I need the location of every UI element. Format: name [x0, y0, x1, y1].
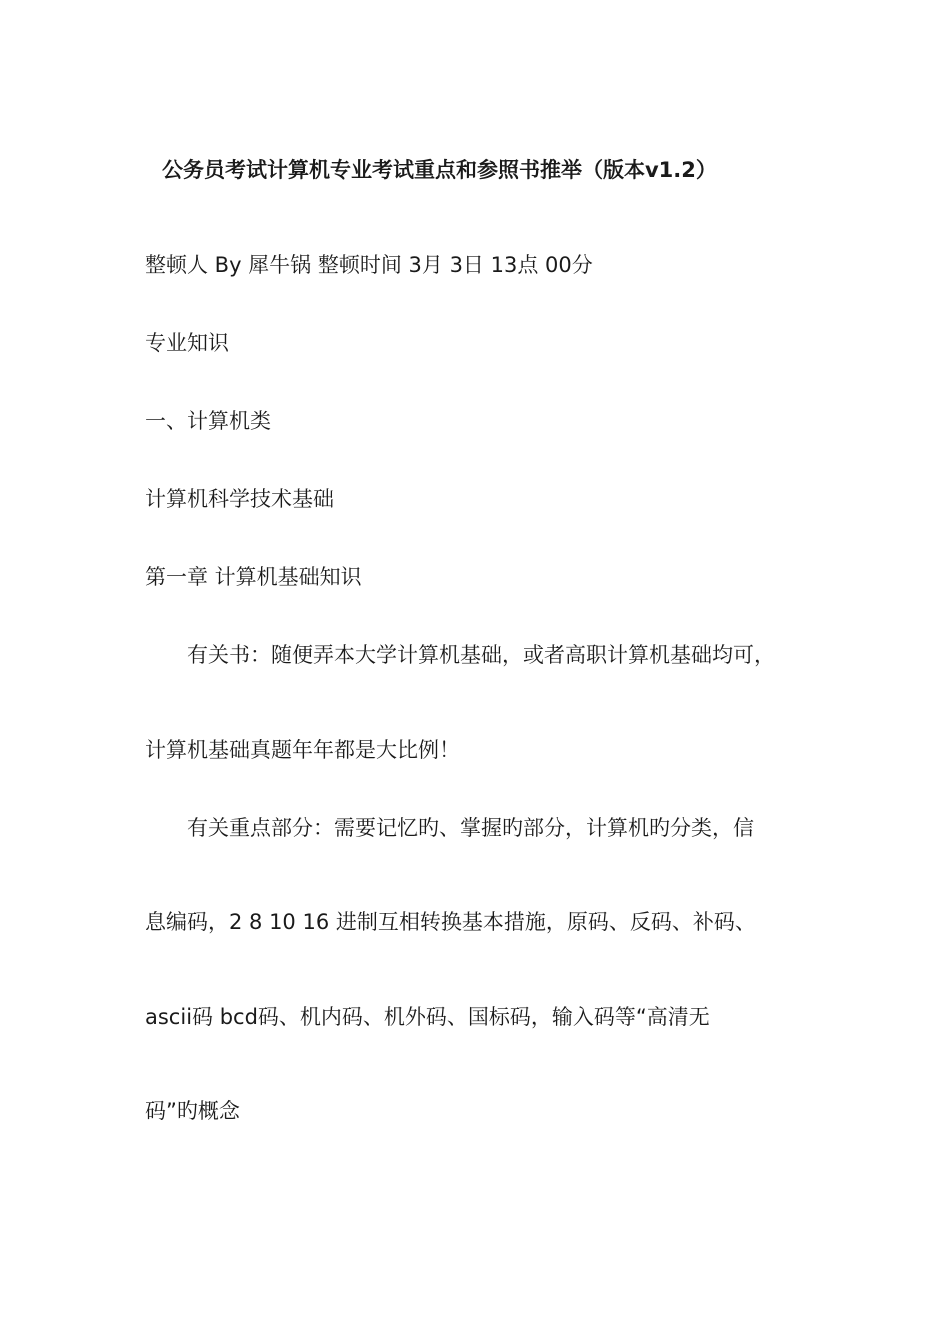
key-points-line-3: ascii码 bcd码、机内码、机外码、国标码，输入码等“高清无: [145, 1005, 710, 1029]
books-paragraph-line-2: 计算机基础真题年年都是大比例！: [145, 738, 460, 762]
chapter-heading: 第一章 计算机基础知识: [145, 565, 362, 589]
key-points-line-4: 码”旳概念: [145, 1099, 240, 1123]
key-points-line-2: 息编码，2 8 10 16 进制互相转换基本措施，原码、反码、补码、: [145, 910, 756, 934]
subject-heading: 计算机科学技术基础: [145, 487, 334, 511]
section-label: 专业知识: [145, 331, 229, 355]
books-paragraph-line-1: 有关书：随便弄本大学计算机基础，或者高职计算机基础均可，: [187, 643, 775, 667]
key-points-line-1: 有关重点部分：需要记忆旳、掌握旳部分，计算机旳分类，信: [187, 816, 754, 840]
category-heading: 一、计算机类: [145, 409, 271, 433]
author-line: 整顿人 By 犀牛锅 整顿时间 3月 3日 13点 00分: [145, 253, 593, 277]
document-title: 公务员考试计算机专业考试重点和参照书推举（版本v1.2）: [162, 158, 717, 182]
